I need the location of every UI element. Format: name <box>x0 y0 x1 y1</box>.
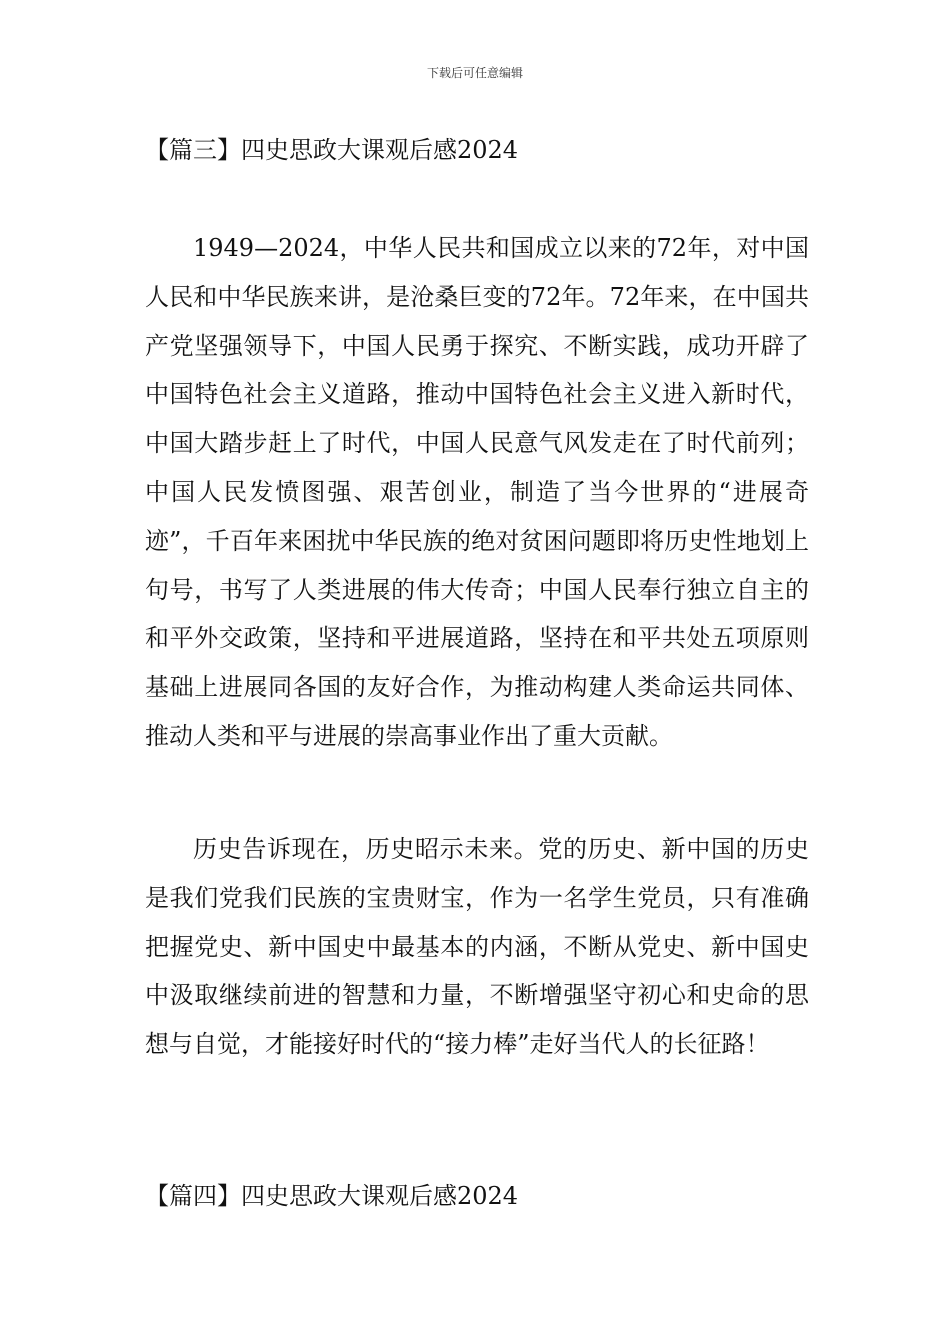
body-paragraph-2: 历史告诉现在，历史昭示未来。党的历史、新中国的历史是我们党我们民族的宝贵财宝，作为一名学生党员，只有准确把握党史、新中国史中最基本的内涵，不断从党史、新中国史中汲取继续前进的智慧和力量，不断增强坚守初心和史命的思想与自觉，才能接好时代的“接力棒”走好当代人的长征路！ <box>145 835 809 1059</box>
section-title-3: 【篇三】四史思政大课观后感2024 <box>145 136 519 164</box>
page-header-note: 下载后可任意编辑 <box>426 66 523 80</box>
section-title-4: 【篇四】四史思政大课观后感2024 <box>145 1182 519 1210</box>
body-paragraph-1: 1949—2024，中华人民共和国成立以来的72年，对中国人民和中华民族来讲，是沧桑巨变的72年。72年来，在中国共产党坚强领导下，中国人民勇于探究、不断实践，成功开辟了中国特色社会主义道路，推动中国特色社会主义进入新时代，中国大踏步赶上了时代，中国人民意气风发走在了时代前列；中国人民发愤图强、艰苦创业，制造了当今世界的“进展奇迹”，千百年来困扰中华民族的绝对贫困问题即将历史性地划上句号，书写了人类进展的伟大传奇；中国人民奉行独立自主的和平外交政策，坚持和平进展道路，坚持在和平共处五项原则基础上进展同各国的友好合作，为推动构建人类命运共同体、推动人类和平与进展的崇高事业作出了重大贡献。 <box>145 234 809 750</box>
